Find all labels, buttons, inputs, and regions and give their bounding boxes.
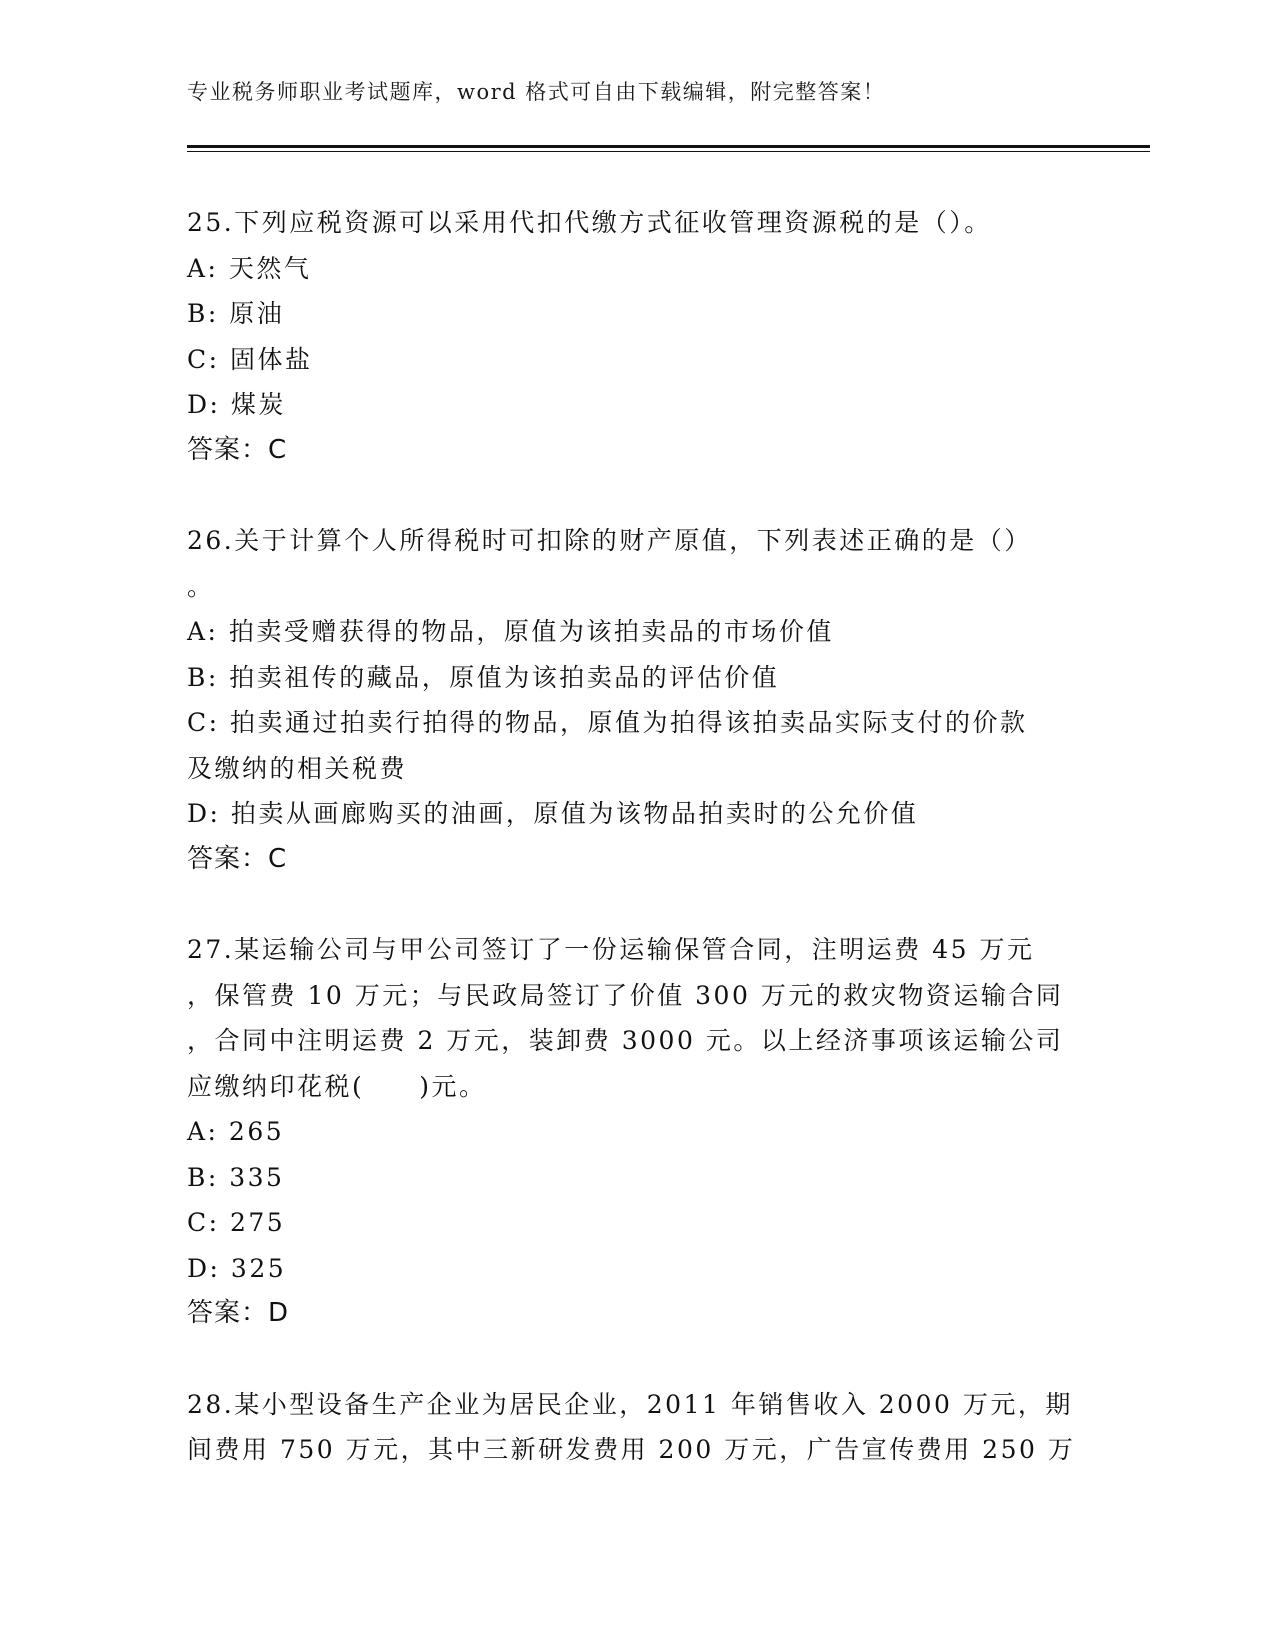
question-gap xyxy=(187,882,1087,927)
question-gap xyxy=(187,1337,1087,1382)
option-line: C: 固体盐 xyxy=(187,344,313,374)
page-header: 专业税务师职业考试题库，word 格式可自由下载编辑，附完整答案！ xyxy=(187,80,886,104)
answer-line: 答案：D xyxy=(187,1298,290,1328)
header-rule-thin xyxy=(187,151,1150,152)
option-line: D: 拍卖从画廊购买的油画，原值为该物品拍卖时的公允价值 xyxy=(187,799,919,828)
question-stem-line: 间费用 750 万元，其中三新研发费用 200 万元，广告宣传费用 250 万 xyxy=(187,1435,1076,1464)
question-26 xyxy=(187,518,1087,882)
option-line: B: 拍卖祖传的藏品，原值为该拍卖品的评估价值 xyxy=(187,662,780,692)
question-stem-line: ，合同中注明运费 2 万元，装卸费 3000 元。以上经济事项该运输公司 xyxy=(187,1026,1064,1055)
question-stem-line: ，保管费 10 万元；与民政局签订了价值 300 万元的救灾物资运输合同 xyxy=(187,980,1064,1010)
option-line: A: 拍卖受赠获得的物品，原值为该拍卖品的市场价值 xyxy=(187,617,834,646)
question-stem-line: 应缴纳印花税( )元。 xyxy=(187,1071,487,1101)
answer-line: 答案：C xyxy=(187,843,288,874)
option-line: A: 265 xyxy=(187,1117,285,1146)
option-line: C: 275 xyxy=(187,1208,286,1237)
question-25 xyxy=(187,200,1087,473)
question-stem-line: 27.某运输公司与甲公司签订了一份运输保管合同，注明运费 45 万元 xyxy=(187,935,1035,964)
option-line: A: 天然气 xyxy=(187,253,312,283)
answer-line: 答案：C xyxy=(187,434,288,465)
header-rule-thick xyxy=(187,145,1150,148)
question-gap xyxy=(187,473,1087,518)
option-line: B: 原油 xyxy=(187,299,285,328)
question-list xyxy=(187,200,1087,1473)
question-28 xyxy=(187,1382,1087,1473)
option-line: 及缴纳的相关税费 xyxy=(187,753,408,783)
question-27 xyxy=(187,927,1087,1337)
question-stem-line: 25.下列应税资源可以采用代扣代缴方式征收管理资源税的是（）。 xyxy=(187,208,992,237)
question-stem-line: 26.关于计算个人所得税时可扣除的财产原值，下列表述正确的是（） xyxy=(187,526,1032,555)
option-line: C: 拍卖通过拍卖行拍得的物品，原值为拍得该拍卖品实际支付的价款 xyxy=(187,708,1028,737)
option-line: B: 335 xyxy=(187,1162,285,1192)
option-line: D: 煤炭 xyxy=(187,390,286,419)
question-stem-line: 。 xyxy=(187,571,215,601)
option-line: D: 325 xyxy=(187,1253,287,1283)
question-stem-line: 28.某小型设备生产企业为居民企业，2011 年销售收入 2000 万元，期 xyxy=(187,1389,1073,1419)
